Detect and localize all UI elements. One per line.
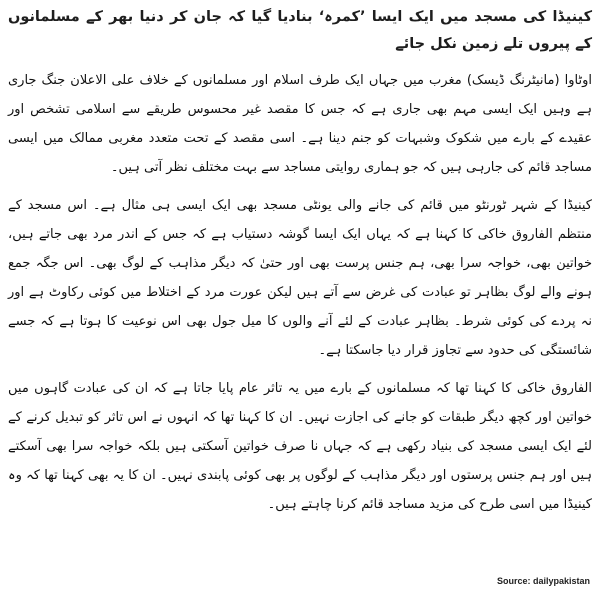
article-paragraph-1: اوٹاوا (مانیٹرنگ ڈیسک) مغرب میں جہاں ایک طرف اسلام اور مسلمانوں کے خلاف علی الاعلان جنگ جاری ہے وہیں ایک ایسی مہم بھی جاری ہے کہ جس کا مقصد غیر محسوس طریقے سے اسلامی تشخص اور عقیدے کے بارے میں شکوک وشبہات کو جنم دینا ہے۔ اسی مقصد کے تحت متعدد مغربی ممالک میں ایسی مساجد قائم کی جارہی ہیں کہ جو ہماری روایتی مساجد سے بہت مختلف نظر آتی ہیں۔: [8, 73, 592, 175]
article: [8, 4, 592, 528]
article-paragraph-3: الفاروق خاکی کا کہنا تھا کہ مسلمانوں کے بارے میں یہ تاثر عام پایا جاتا ہے کہ ان کی عبادت گاہوں میں خواتین اور کچھ دیگر طبقات کو جانے کی اجازت نہیں۔ ان کا کہنا تھا کہ انہوں نے اس تاثر کو تبدیل کرنے کے لئے ایک ایسی مسجد کی بنیاد رکھی ہے کہ جہاں نا صرف خواتین آسکتی ہیں بلکہ خواجہ سرا بھی آسکتے ہیں اور ہم جنس پرستوں اور دیگر مذاہب کے لوگوں پر بھی کوئی پابندی نہیں۔ ان کا یہ بھی کہنا تھا کہ وہ کینیڈا میں اسی طرح کی مزید مساجد قائم کرنا چاہتے ہیں۔: [8, 381, 592, 512]
source-credit: Source: dailypakistan: [496, 576, 590, 586]
article-headline: کینیڈا کی مسجد میں ایک ایسا ’کمرہ‘ بنادیا گیا کہ جان کر دنیا بھر کے مسلمانوں کے پیروں تلے زمین نکل جائے: [8, 9, 592, 52]
article-paragraph-2: کینیڈا کے شہر ٹورنٹو میں قائم کی جانے والی یونٹی مسجد بھی ایک ایسی ہی مثال ہے۔ اس مسجد کے منتظم الفاروق خاکی کا کہنا ہے کہ یہاں ایک ایسا گوشہ دستیاب ہے کہ جس کے اندر مرد بھی جاتے ہیں، خواتین بھی، خواجہ سرا بھی، ہم جنس پرست بھی اور حتیٰ کہ دیگر مذاہب کے لوگ بھی۔ اس جگہ جمع ہونے والے لوگ بظاہر تو عبادت کی غرض سے آتے ہیں لیکن عورت مرد کے اختلاط میں کوئی رکاوٹ ہے اور نہ پردے کی کوئی شرط۔ بظاہر عبادت کے لئے آنے والوں کا میل جول بھی اس نوعیت کا ہوتا ہے کہ جسے شائستگی کی حدود سے تجاوز قرار دیا جاسکتا ہے۔: [8, 198, 592, 358]
